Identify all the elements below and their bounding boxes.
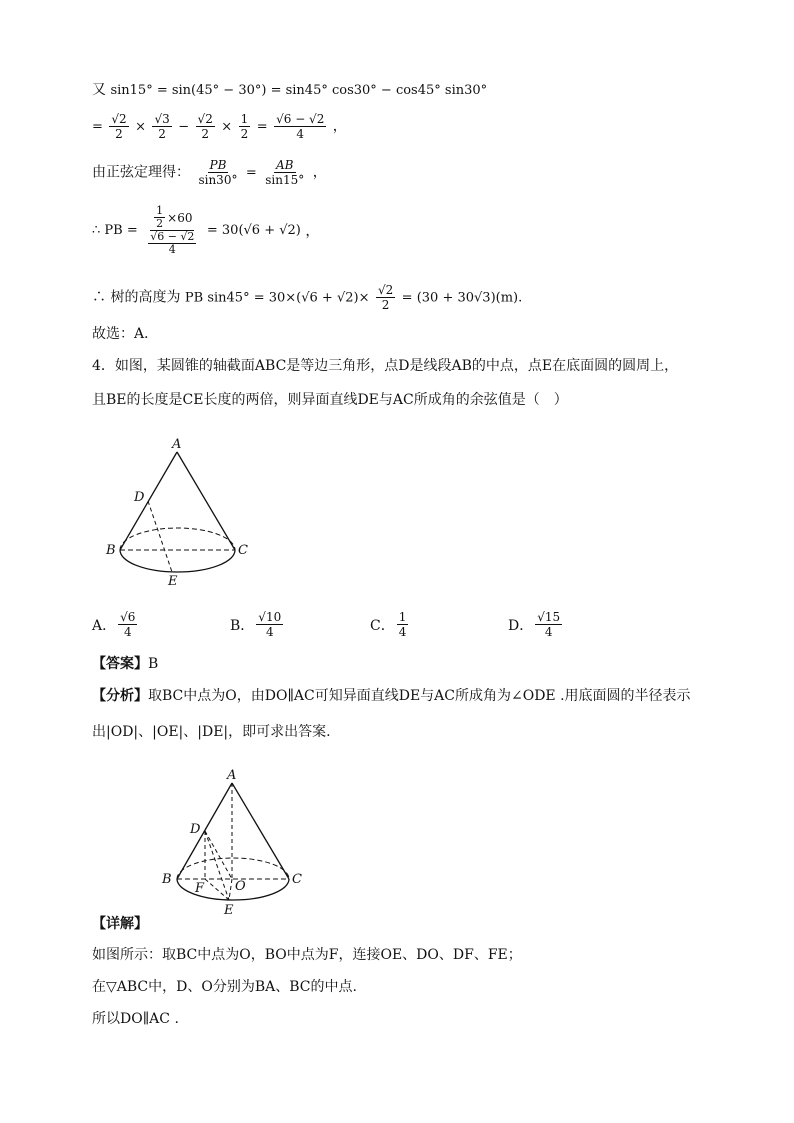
label-o: O	[235, 879, 246, 894]
fraction: $\frac{√2}{2}$	[111, 112, 127, 141]
question-4-line1: 4．如图，某圆锥的轴截面ABC是等边三角形，点D是线段AB的中点，点E在底面圆的圆周上，	[92, 358, 679, 374]
fraction: $\frac{√6}{4}$	[120, 610, 136, 639]
analysis-line2: 出|OD|、|OE|、|DE|，即可求出答案.	[92, 724, 331, 740]
label-a: A	[172, 437, 182, 452]
line-tree-height	[92, 283, 522, 312]
base-front-arc	[120, 550, 235, 572]
line-pb-value: ∴ PB = $\frac{1}{2}$ ×60 $\frac{√6 - √2}{4}$ = 30(√6 + √2) ，	[92, 204, 320, 256]
pb-result: = 30(√6 + √2)	[206, 223, 301, 238]
edge-ac	[232, 783, 289, 879]
fraction: $\frac{√10}{4}$	[258, 610, 282, 639]
option-c[interactable]: C． $\frac{1}{4}$	[370, 610, 407, 639]
segment-fe	[205, 879, 229, 900]
option-b[interactable]: B． $\frac{√10}{4}$	[230, 610, 282, 639]
detail-line1: 如图所示：取BC中点为O，BO中点为F，连接OE、DO、DF、FE；	[92, 947, 522, 963]
fraction: $\frac{√2}{2}$	[197, 112, 213, 141]
analysis-line1: 【分析】取BC中点为O，由DO∥AC可知异面直线DE与AC所成角为∠ODE .用底面圆的半径表示	[92, 688, 691, 704]
eq-sign: =	[92, 119, 103, 135]
option-a[interactable]: A． $\frac{√6}{4}$	[92, 610, 136, 639]
label-c: C	[292, 872, 302, 887]
compound-fraction: $\frac{1}{2}$ ×60 $\frac{√6 - √2}{4}$	[150, 204, 195, 256]
line-sine-rule: 由正弦定理得： $\frac{PB}{\sin 30^\circ}$ = $\frac{AB}{\sin 15^\circ}$ ，	[92, 158, 327, 187]
label-b: B	[162, 872, 172, 887]
cone-figure-1	[100, 435, 270, 590]
label-e: E	[168, 574, 178, 589]
cone-figure-2	[155, 766, 315, 921]
label-e: E	[224, 903, 234, 918]
line-sin15-identity	[92, 80, 487, 101]
label-d: D	[190, 822, 201, 837]
fraction: $\frac{√2}{2}$	[377, 283, 394, 312]
choice-line: 故选：A．	[92, 326, 159, 342]
label-b: B	[106, 543, 116, 558]
prefix-text: 又	[92, 82, 106, 98]
base-back-arc	[177, 858, 289, 879]
tree-height-text: ∴ 树的高度为	[92, 289, 181, 306]
label-a: A	[227, 768, 237, 783]
base-front-arc	[177, 879, 289, 900]
pb-lead: ∴ PB =	[92, 223, 138, 238]
option-d[interactable]: D． $\frac{√15}{4}$	[508, 610, 561, 639]
question-4-line2: 且BE的长度是CE长度的两倍，则异面直线DE与AC所成角的余弦值是（ ）	[92, 392, 568, 408]
segment-do	[205, 831, 232, 879]
detail-line3: 所以DO∥AC .	[92, 1011, 179, 1027]
detail-tag: 【详解】	[92, 916, 148, 932]
sin15-expression: sin15° = sin(45° − 30°) = sin45° cos30° − cos45° sin30°	[110, 83, 488, 98]
label-c: C	[238, 543, 248, 558]
fraction: $\frac{√3}{2}$	[154, 112, 170, 141]
answer-value: B	[148, 656, 159, 672]
label-d: D	[134, 490, 145, 505]
line-sin15-value: = $\frac{√2}{2}$ × $\frac{√3}{2}$ − $\frac{√2}{2}$ × $\frac{1}{2}$ = $\frac{√6 - √2}{4}$ ，	[92, 112, 347, 141]
detail-line2: 在▽ABC中，D、O分别为BA、BC的中点.	[92, 979, 357, 995]
fraction: $\frac{√15}{4}$	[537, 610, 561, 639]
segment-de	[148, 501, 172, 572]
fraction: $\frac{√6 - √2}{4}$	[276, 112, 325, 141]
edge-ac	[177, 452, 235, 550]
segment-oe	[229, 879, 232, 900]
tree-height-expr: PB sin45° = 30×(√6 + √2)×	[184, 290, 370, 306]
fraction: $\frac{PB}{\sin 30^\circ}$	[198, 158, 238, 187]
label-f: F	[195, 881, 205, 896]
fraction: $\frac{1}{2}$	[240, 112, 249, 141]
sine-rule-text: 由正弦定理得：	[92, 164, 190, 181]
fraction: $\frac{1}{4}$	[398, 610, 407, 639]
base-back-arc	[120, 528, 235, 550]
tree-height-result: = (30 + 30√3)(m).	[401, 290, 523, 306]
analysis-tag: 【分析】	[92, 688, 148, 704]
answer-tag: 【答案】	[92, 656, 148, 672]
fraction: $\frac{AB}{\sin 15^\circ}$	[265, 158, 305, 187]
answer-line	[92, 654, 158, 674]
